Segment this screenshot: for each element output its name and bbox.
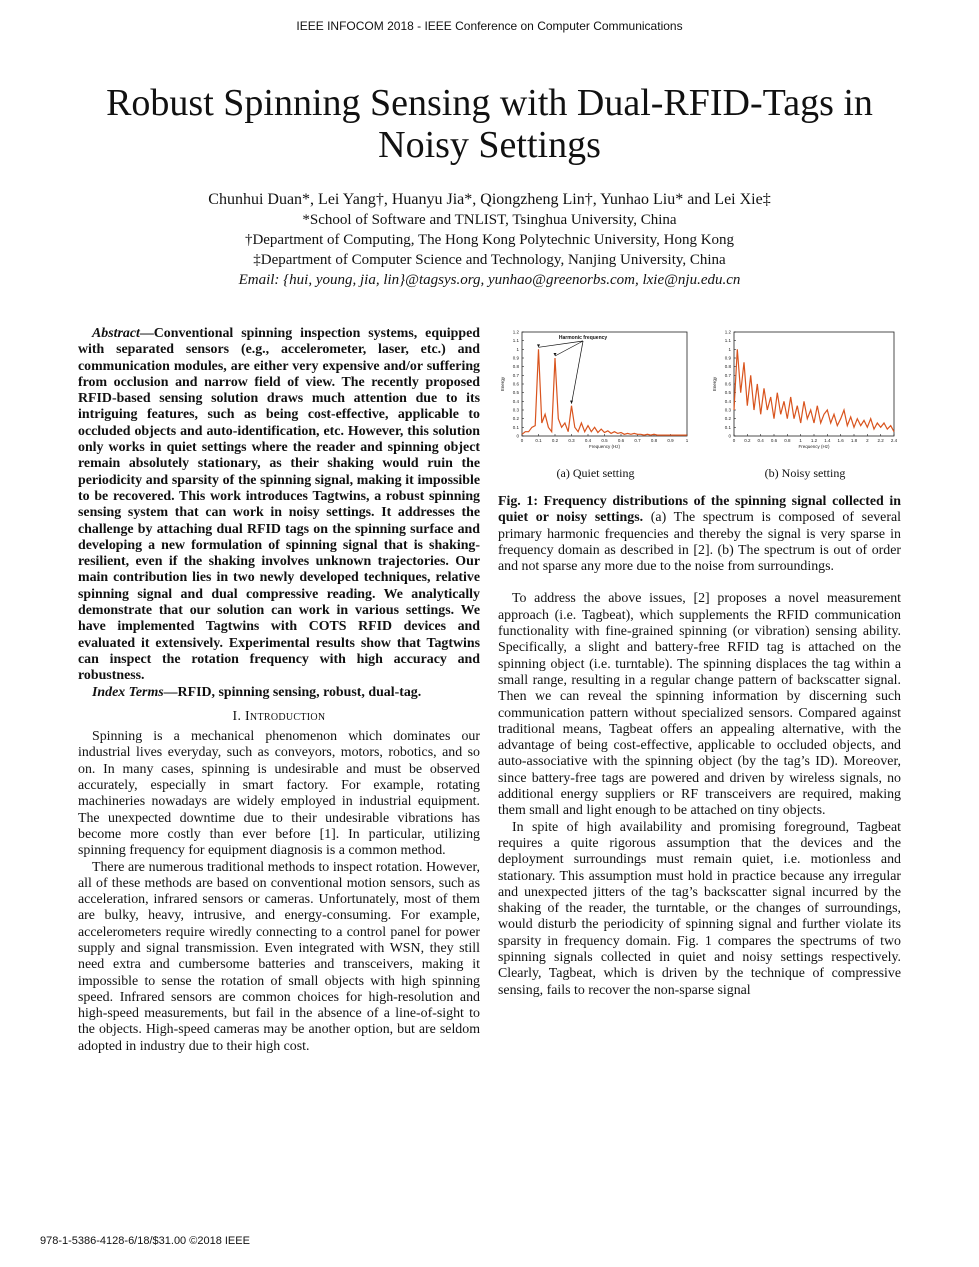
x-tick-label: 2.2 bbox=[877, 438, 884, 443]
affiliation: *School of Software and TNLIST, Tsinghua University, China bbox=[302, 212, 677, 228]
x-tick-label: 0.1 bbox=[535, 438, 542, 443]
x-tick-label: 0.8 bbox=[650, 438, 658, 443]
arrow-head bbox=[570, 401, 573, 404]
figure-1 bbox=[498, 326, 901, 490]
annotation-arrow bbox=[539, 341, 584, 347]
y-tick-label: 0.1 bbox=[724, 424, 731, 430]
spectrum-line bbox=[734, 349, 894, 431]
x-tick-label: 2 bbox=[866, 438, 869, 443]
x-tick-label: 0.8 bbox=[784, 438, 791, 443]
x-tick-label: 1.4 bbox=[824, 438, 831, 443]
copyright-notice: 978-1-5386-4128-6/18/$31.00 ©2018 IEEE bbox=[40, 1235, 250, 1247]
y-tick-label: 1 bbox=[516, 346, 519, 352]
x-tick-label: 1.8 bbox=[850, 438, 858, 443]
abstract-text: —Conventional spinning inspection systems, equipped with separated sensors (e.g., accelerometer, laser, etc.) and communication modules, are either very expensive and/or suffering from occlusion and narrow field of view. The recently proposed RFID-based sensing solution draws much attention due to its intriguing features, such as being cost-effective, applicable to occluded objects and auto-identification, etc. However, this solution only works in quiet settings where the reader and spinning object remain absolutely stationary, as their shaking would ruin the periodicity and sparsity of the spinning signal, making it impossible to be recovered. This work introduces Tagtwins, a robust spinning sensing system that can work in noisy settings. It addresses the challenge by attaching dual RFID tags on the spinning surface and developing a new formulation of spinning signal that is shaking-resilient, even if the shaking involves unknown trajectories. Our main contribution lies in two newly developed techniques, relative spinning signal and dual compressive reading. We analytically demonstrate that our solution can work in various settings. We have implemented Tagtwins with COTS RFID devices and evaluated it extensively. Experimental results show that Tagtwins can inspect the rotation frequency with high accuracy and robustness. bbox=[78, 326, 480, 684]
chart-quiet-setting bbox=[498, 326, 693, 458]
x-axis-label: Frequency (Hz) bbox=[588, 444, 621, 449]
y-tick-label: 0.5 bbox=[724, 390, 731, 396]
conference-header: IEEE INFOCOM 2018 - IEEE Conference on Computer Communications bbox=[296, 19, 683, 33]
x-tick-label: 0.6 bbox=[617, 438, 625, 443]
y-tick-label: 0.2 bbox=[724, 416, 731, 422]
panel-a-caption: (a) Quiet setting bbox=[556, 466, 635, 481]
y-tick-label: 0.9 bbox=[512, 355, 519, 361]
index-terms-text: —RFID, spinning sensing, robust, dual-tag. bbox=[163, 684, 422, 700]
x-tick-label: 0.9 bbox=[667, 438, 674, 443]
y-tick-label: 1.1 bbox=[724, 338, 731, 344]
x-tick-label: 0.2 bbox=[744, 438, 751, 443]
abstract bbox=[78, 326, 480, 685]
right-column bbox=[498, 326, 901, 999]
y-tick-label: 0.6 bbox=[724, 381, 731, 387]
y-tick-label: 1 bbox=[728, 346, 731, 352]
figure-caption-text: (a) The spectrum is composed of several primary harmonic frequencies and thereby the signal is very sparse in frequency domain as described in [2]. (b) The spectrum is out of order and not sparse any more due to the noise from surroundings. bbox=[498, 510, 901, 575]
y-tick-label: 1.1 bbox=[512, 338, 519, 344]
y-tick-label: 0.7 bbox=[512, 372, 519, 378]
y-tick-label: 0 bbox=[516, 433, 519, 439]
left-column bbox=[78, 326, 480, 1055]
y-tick-label: 0.2 bbox=[512, 416, 519, 422]
abstract-label: Abstract bbox=[92, 326, 140, 341]
x-tick-label: 0.4 bbox=[584, 438, 592, 443]
x-axis-label: Frequency (Hz) bbox=[798, 444, 830, 449]
y-tick-label: 1.2 bbox=[724, 329, 731, 335]
x-tick-label: 0.5 bbox=[601, 438, 608, 443]
author-list: Chunhui Duan*, Lei Yang†, Huanyu Jia*, Qiongzheng Lin†, Yunhao Liu* and Lei Xie‡ bbox=[208, 191, 771, 208]
body-paragraph: Spinning is a mechanical phenomenon which dominates our industrial lives everyday, such as conveyors, motors, robotics, and so on. In many cases, spinning is undesirable and must be observed accurately, especially in smart factory. For example, rotating machineries nowadays are widely employed in industrial equipment. The unexpected downtime due to their undesirable vibrations has become more costly than ever before [1]. In particular, utilizing spinning frequency for equipment diagnosis is a common method. bbox=[78, 729, 480, 859]
y-tick-label: 0.3 bbox=[512, 407, 519, 413]
paper-title: Robust Spinning Sensing with Dual-RFID-Tags in Noisy Settings bbox=[106, 82, 873, 166]
figure-caption bbox=[498, 494, 901, 575]
affiliation: ‡Department of Computer Science and Technology, Nanjing University, China bbox=[253, 252, 726, 268]
y-tick-label: 0.7 bbox=[724, 372, 731, 378]
x-tick-label: 0.6 bbox=[770, 438, 778, 443]
x-tick-label: 0.7 bbox=[634, 438, 641, 443]
x-tick-label: 0.4 bbox=[757, 438, 764, 443]
y-tick-label: 0 bbox=[728, 433, 731, 439]
y-tick-label: 0.8 bbox=[724, 364, 731, 370]
x-tick-label: 0.2 bbox=[551, 438, 559, 443]
x-tick-label: 1 bbox=[799, 438, 802, 443]
y-tick-label: 0.1 bbox=[512, 424, 519, 430]
email-line: Email: {hui, young, jia, lin}@tagsys.org, yunhao@greenorbs.com, lxie@nju.edu.cn bbox=[238, 272, 741, 288]
figure-panel-a bbox=[498, 326, 693, 482]
y-tick-label: 1.2 bbox=[512, 329, 519, 335]
y-axis-label: Energy bbox=[712, 376, 717, 392]
x-tick-label: 0 bbox=[520, 438, 524, 443]
body-paragraph: To address the above issues, [2] proposes a novel measurement approach (i.e. Tagbeat), which supplements the RFID communication functionality with fine-grained spinning (or vibration) sensing ability. Specifically, a slight and battery-free RFID tag is attached on the spinning object (i.e. turntable). The spinning displaces the tag within a small range, resulting in a regular change pattern of backscatter signal. Then we can reveal the spinning information by discerning such communication pattern without specialized sensors. Compared against traditional means, Tagbeat offers an appealing alternative, with the advantage of being cost-effective, applicable to occluded objects, and auto-associative with the spinning object (by the tag’s ID). Moreover, since battery-free tags are powered and driven by wireless signals, no additional energy suppliers or RF transceivers are required, making them small and light enough to be attached on tiny objects. bbox=[498, 591, 901, 819]
body-paragraph: In spite of high availability and promising foreground, Tagbeat requires a quite rigorous assumption that the devices and the deployment surroundings must remain quiet, i.e. motionless and stationary. This assumption must hold in practice because any irregular and unexpected jitters of the tag’s backscatter signal incurred by the shaking of the reader, the turntable, or the changes of surroundings, would disturb the periodicity of spinning signal and further violate its sparsity in frequency domain. Fig. 1 compares the spectrums of two spinning signals collected in quiet and noisy settings respectively. Clearly, Tagbeat, which is driven by the technique of compressive sensing, fails to recover the non-sparse signal bbox=[498, 819, 901, 998]
annotation-arrow bbox=[572, 341, 584, 404]
affiliation: †Department of Computing, The Hong Kong Polytechnic University, Hong Kong bbox=[244, 232, 735, 248]
y-tick-label: 0.3 bbox=[724, 407, 731, 413]
y-tick-label: 0.4 bbox=[724, 398, 731, 404]
y-axis-label: Energy bbox=[500, 376, 505, 392]
chart-noisy-setting bbox=[710, 326, 900, 458]
figure-caption-label: Fig. 1: Frequency distributions of the spinning signal collected in quiet or noisy settings. bbox=[498, 494, 901, 526]
y-tick-label: 0.4 bbox=[512, 398, 519, 404]
y-tick-label: 0.6 bbox=[512, 381, 519, 387]
y-tick-label: 0.8 bbox=[512, 364, 519, 370]
y-tick-label: 0.9 bbox=[724, 355, 731, 361]
x-tick-label: 2.4 bbox=[890, 438, 898, 443]
spectrum-line bbox=[522, 349, 687, 435]
x-tick-label: 0.3 bbox=[568, 438, 575, 443]
section-heading-introduction: I. Introduction bbox=[232, 708, 326, 724]
figure-panel-b bbox=[710, 326, 900, 482]
body-paragraph: There are numerous traditional methods to inspect rotation. However, all of these methods are based on conventional motion sensors, such as acceleration, infrared sensors or cameras. Unfortunately, most of them are bulky, heavy, intrusive, and energy-consuming. For example, accelerometers require wiredly connecting to a control panel for power supply and signal transmission. Even integrated with WSN, they still need extra and cumbersome batteries and transceivers, making it impossible to sense the rotation of small objects with high spinning speed. Infrared sensors are common choices for high-resolution and high-speed measurements, but fail in the absence of a line-of-sight to the objects. High-speed cameras may be another option, but are seldom adopted in industry due to their high cost. bbox=[78, 859, 480, 1054]
x-tick-label: 1.6 bbox=[837, 438, 844, 443]
x-tick-label: 1.2 bbox=[810, 438, 818, 443]
y-tick-label: 0.5 bbox=[512, 390, 519, 396]
author-block bbox=[80, 190, 899, 290]
index-terms bbox=[92, 685, 480, 701]
x-tick-label: 1 bbox=[685, 438, 689, 443]
x-tick-label: 0 bbox=[732, 438, 736, 443]
annotation-label: Harmonic frequency bbox=[558, 335, 608, 341]
index-terms-label: Index Terms bbox=[92, 684, 164, 700]
panel-b-caption: (b) Noisy setting bbox=[764, 466, 846, 481]
